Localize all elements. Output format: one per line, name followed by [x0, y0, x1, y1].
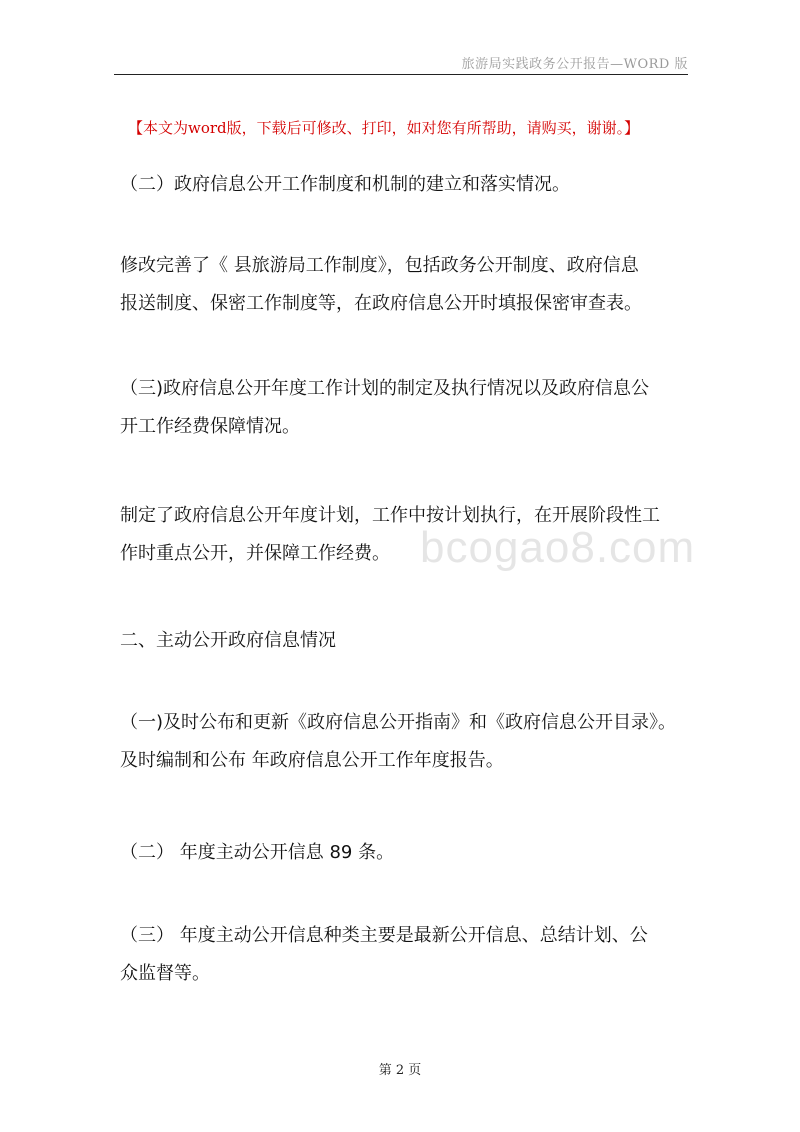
- paragraph-line: 制定了政府信息公开年度计划，工作中按计划执行，在开展阶段性工: [120, 505, 660, 526]
- paragraph-line: 及时编制和公布 年政府信息公开工作年度报告。: [120, 750, 504, 771]
- paragraph-line: 开工作经费保障情况。: [120, 416, 300, 437]
- section-heading: [120, 622, 685, 660]
- paragraph-line: （二）政府信息公开工作制度和机制的建立和落实情况。: [120, 174, 570, 195]
- watermark: bcogao8.com: [420, 523, 696, 572]
- paragraph-line: （三） 年度主动公开信息种类主要是最新公开信息、总结计划、公: [120, 925, 648, 946]
- paragraph-1: [120, 166, 685, 204]
- paragraph-6: [120, 704, 685, 780]
- paragraph-line: 众监督等。: [120, 963, 210, 984]
- page-number: 第 2 页: [378, 1063, 422, 1078]
- paragraph-line: 报送制度、保密工作制度等，在政府信息公开时填报保密审查表。: [120, 293, 642, 314]
- paragraph-3: [120, 370, 685, 446]
- paragraph-7: [120, 834, 685, 872]
- paragraph-line: （一)及时公布和更新《政府信息公开指南》和《政府信息公开目录》。: [120, 712, 677, 733]
- paragraph-line: 二、主动公开政府信息情况: [120, 630, 336, 651]
- paragraph-line: 修改完善了《 县旅游局工作制度》，包括政务公开制度、政府信息: [120, 255, 639, 276]
- header-rule: [114, 74, 688, 75]
- paragraph-line: （三)政府信息公开年度工作计划的制定及执行情况以及政府信息公: [120, 378, 650, 399]
- paragraph-line: （二） 年度主动公开信息 89 条。: [120, 842, 395, 863]
- download-notice: 【本文为word版，下载后可修改、打印，如对您有所帮助，请购买，谢谢。】: [128, 119, 640, 137]
- header-title: 旅游局实践政务公开报告—WORD 版: [461, 57, 688, 72]
- paragraph-8: [120, 917, 685, 993]
- paragraph-2: [120, 247, 685, 323]
- paragraph-line: 作时重点公开，并保障工作经费。: [120, 543, 390, 564]
- paragraph-4: [120, 497, 685, 573]
